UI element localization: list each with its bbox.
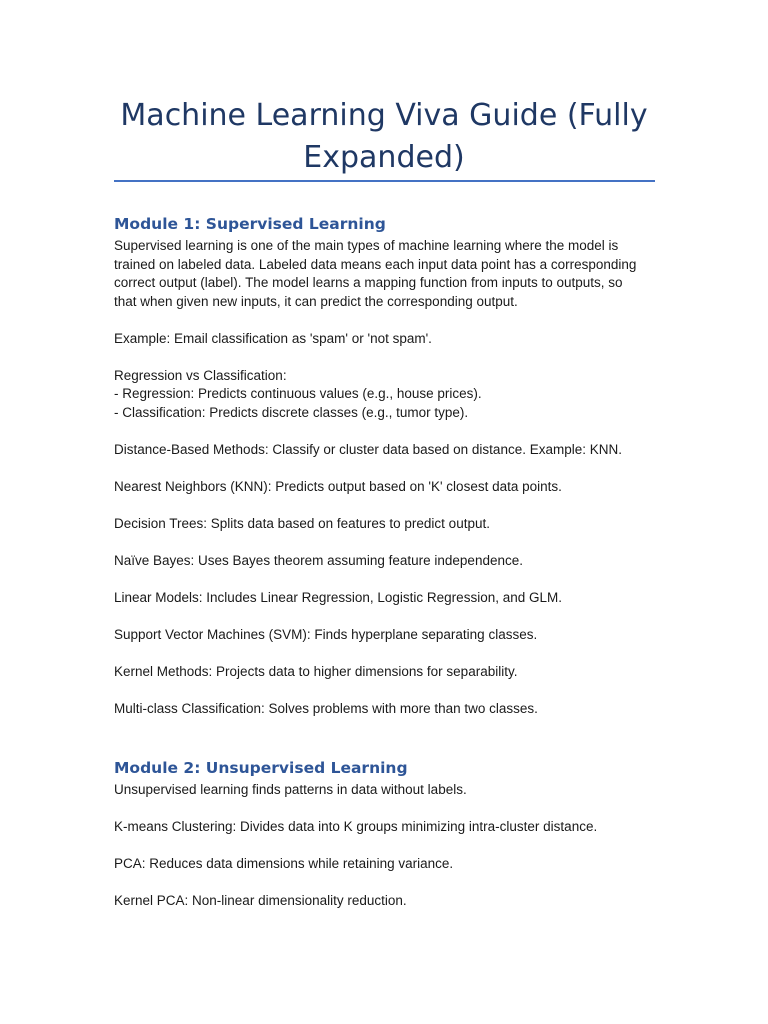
intro-line: trained on labeled data. Labeled data means each input data point has a corresponding [114,256,637,272]
intro-line: Supervised learning is one of the main types of machine learning where the model is [114,238,619,253]
pca-paragraph: PCA: Reduces data dimensions while retaining variance. [114,856,454,871]
knn-paragraph: Nearest Neighbors (KNN): Predicts output based on 'K' closest data points. [114,478,562,494]
linear-models-paragraph: Linear Models: Includes Linear Regression, Logistic Regression, and GLM. [114,589,562,605]
module-2-section [114,755,674,929]
title-underline-divider [114,180,655,182]
kernel-pca-paragraph: Kernel PCA: Non-linear dimensionality reduction. [114,893,407,908]
module-2-heading: Module 2: Unsupervised Learning [114,759,408,777]
document-title [114,95,654,179]
document-title-line-2: Expanded) [303,140,465,175]
multiclass-classification-paragraph: Multi-class Classification: Solves problems with more than two classes. [114,700,538,716]
example-paragraph: Example: Email classification as 'spam' or 'not spam'. [114,330,432,346]
module-1-section [114,211,674,737]
kmeans-paragraph: K-means Clustering: Divides data into K groups minimizing intra-cluster distance. [114,819,598,834]
naive-bayes-paragraph: Naïve Bayes: Uses Bayes theorem assuming feature independence. [114,552,523,568]
regression-vs-classification-line: - Regression: Predicts continuous values (e.g., house prices). [114,386,482,401]
document-title-line-1: Machine Learning Viva Guide (Fully [120,98,648,133]
kernel-methods-paragraph: Kernel Methods: Projects data to higher dimensions for separability. [114,663,518,679]
module-1-intro-paragraph [114,237,674,311]
module-1-heading: Module 1: Supervised Learning [114,215,386,233]
regression-vs-classification-line: Regression vs Classification: [114,367,287,383]
regression-vs-classification-paragraph [114,367,674,423]
intro-line: correct output (label). The model learns a mapping function from inputs to outputs, so [114,275,623,290]
regression-vs-classification-line: - Classification: Predicts discrete classes (e.g., tumor type). [114,404,469,420]
decision-trees-paragraph: Decision Trees: Splits data based on features to predict output. [114,515,490,531]
distance-based-methods-paragraph: Distance-Based Methods: Classify or cluster data based on distance. Example: KNN. [114,441,622,457]
module-2-intro-paragraph: Unsupervised learning finds patterns in data without labels. [114,782,467,797]
intro-line: that when given new inputs, it can predict the corresponding output. [114,293,518,309]
svm-paragraph: Support Vector Machines (SVM): Finds hyperplane separating classes. [114,626,538,642]
